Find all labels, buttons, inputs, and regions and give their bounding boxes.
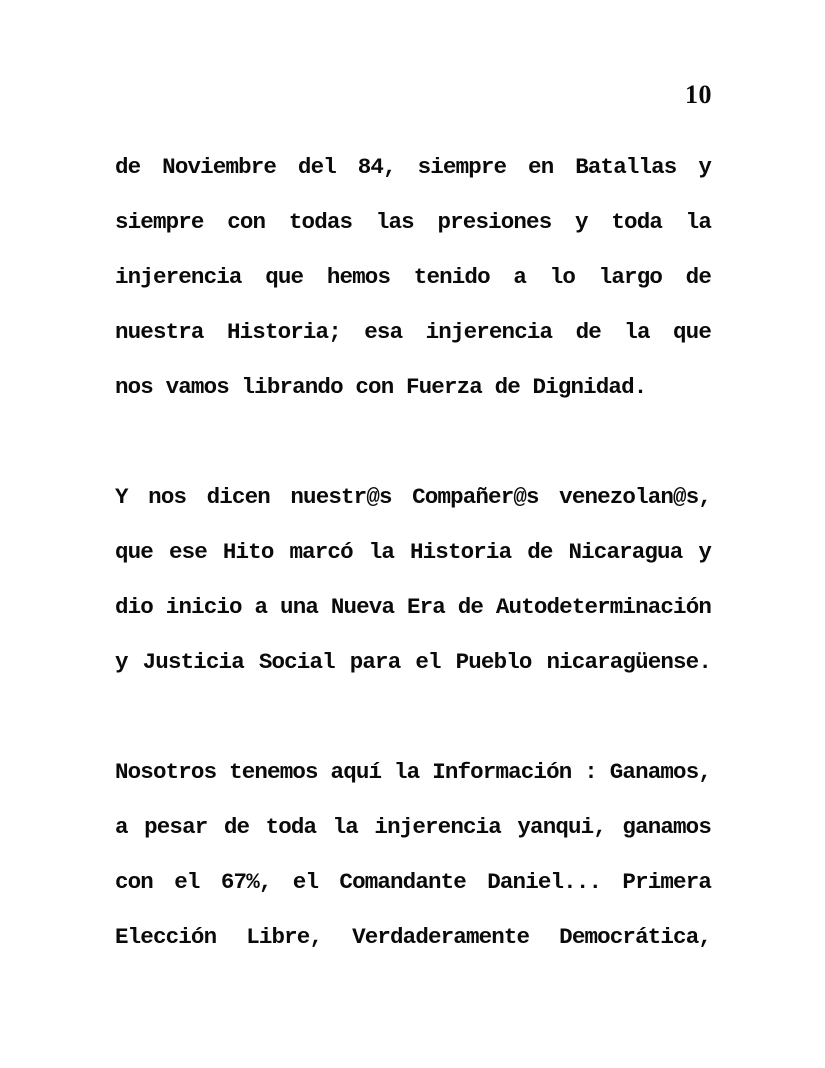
text-line: nos vamos librando con Fuerza de Dignidad. [115,374,647,400]
text-line: Elección Libre, Verdaderamente Democrática, [115,924,711,950]
text-line: a pesar de toda la injerencia yanqui, ganamos [115,814,711,840]
text-line: con el 67%, el Comandante Daniel... Primera [115,869,711,895]
text-line: siempre con todas las presiones y toda la [115,209,711,235]
paragraph-2 [115,470,711,690]
text-line: injerencia que hemos tenido a lo largo de [115,264,711,290]
paragraph-1 [115,140,711,415]
text-line: dio inicio a una Nueva Era de Autodeterminación [115,594,711,620]
text-line: de Noviembre del 84, siempre en Batallas y [115,154,711,180]
text-line: y Justicia Social para el Pueblo nicaragüense. [115,649,711,675]
paragraph-3 [115,745,711,965]
page-number: 10 [685,80,712,109]
text-line: que ese Hito marcó la Historia de Nicaragua y [115,539,711,565]
text-line: Nosotros tenemos aquí la Información : Ganamos, [115,759,711,785]
text-line: nuestra Historia; esa injerencia de la que [115,319,711,345]
document-body [115,140,711,1020]
text-line: Y nos dicen nuestr@s Compañer@s venezolan@s, [115,484,711,510]
